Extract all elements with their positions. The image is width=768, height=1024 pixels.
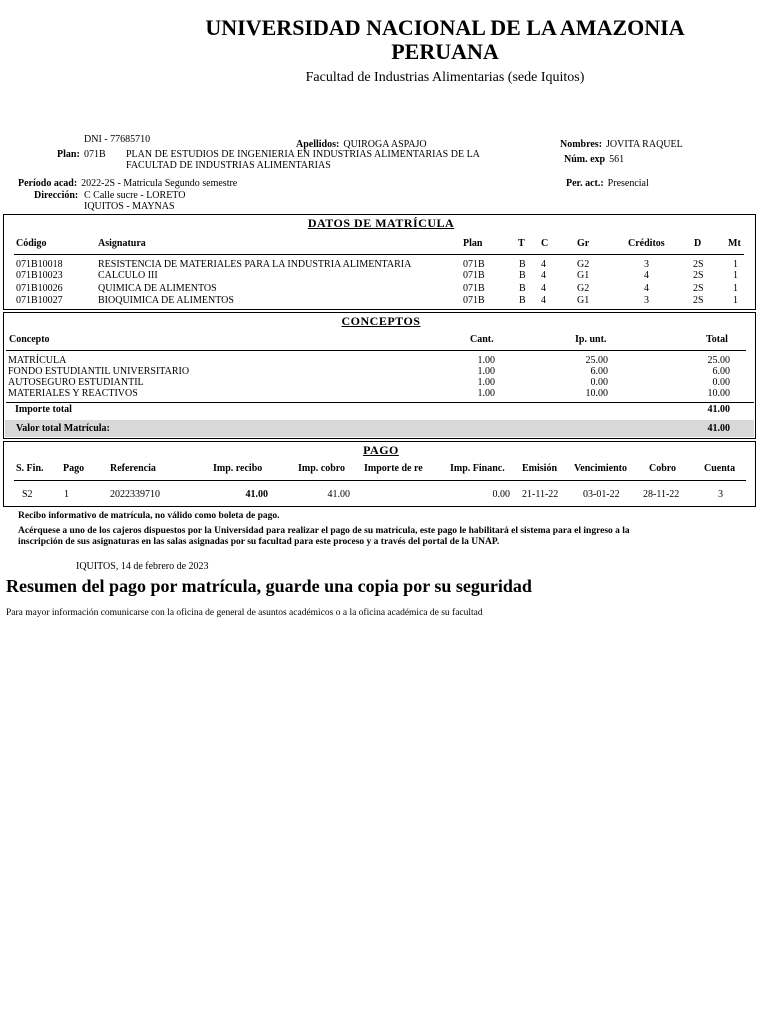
cell-cobro: 28-11-22	[643, 489, 680, 500]
faculty-subtitle: Facultad de Industrias Alimentarias (sede Iquitos)	[305, 70, 585, 85]
apellidos-value: QUIROGA ASPAJO	[343, 139, 427, 150]
cell-cant: 1.00	[477, 388, 495, 399]
matricula-title: DATOS DE MATRÍCULA	[307, 216, 455, 230]
conceptos-title: CONCEPTOS	[341, 314, 421, 328]
col-vencimiento: Vencimiento	[574, 463, 627, 474]
cell-d: 2S	[693, 259, 704, 270]
col-emision: Emisión	[522, 463, 558, 474]
cell-asignatura: CALCULO III	[98, 270, 158, 281]
cell-gr: G2	[577, 259, 590, 270]
col-imp-recibo: Imp. recibo	[213, 463, 263, 474]
valor-total-band	[5, 420, 754, 437]
matricula-header-rule	[14, 254, 744, 255]
cell-cant: 1.00	[477, 366, 495, 377]
plan-desc-line-1: PLAN DE ESTUDIOS DE INGENIERIA EN INDUSTRIAS ALIMENTARIAS DE LA	[126, 149, 480, 160]
university-title: UNIVERSIDAD NACIONAL DE LA AMAZONIA PERUANA	[205, 15, 685, 64]
cell-mt: 1	[733, 259, 738, 270]
note-cajeros-line-2: inscripción de sus asignaturas en las salas asignadas por su facultad para este proceso y a través del portal de la UNAP.	[18, 537, 500, 547]
pago-title: PAGO	[363, 443, 399, 457]
col-cuenta: Cuenta	[704, 463, 736, 474]
pago-header-rule	[14, 480, 746, 481]
num-exp-value: 561	[609, 154, 625, 165]
num-exp-field	[564, 149, 624, 167]
note-cajeros-line-1: Acérquese a uno de los cajeros dispuestos por la Universidad para realizar el pago de su matrícula, este pago le habilitará el sistema para el ingreso a la	[18, 526, 630, 536]
cell-plan: 071B	[463, 259, 485, 270]
col-total: Total	[706, 334, 728, 345]
cell-concepto: MATRÍCULA	[8, 355, 67, 366]
plan-description	[126, 149, 480, 171]
plan-label: Plan:	[57, 149, 80, 160]
summary-heading: Resumen del pago por matrícula, guarde una copia por su seguridad	[6, 576, 532, 596]
cell-concepto: FONDO ESTUDIANTIL UNIVERSITARIO	[8, 366, 190, 377]
cell-codigo: 071B10027	[16, 295, 63, 306]
cell-asignatura: QUIMICA DE ALIMENTOS	[98, 283, 217, 294]
periodo-label: Período acad:	[18, 178, 78, 189]
cell-concepto: MATERIALES Y REACTIVOS	[8, 388, 138, 399]
col-cobro: Cobro	[649, 463, 677, 474]
nombres-value: JOVITA RAQUEL	[606, 139, 683, 150]
cell-total: 6.00	[712, 366, 730, 377]
cell-t: B	[519, 295, 526, 306]
cell-c: 4	[541, 259, 546, 270]
importe-total-value: 41.00	[707, 404, 730, 415]
direccion-label: Dirección:	[34, 190, 79, 201]
col-ip-unt: Ip. unt.	[575, 334, 607, 345]
per-act-field	[566, 173, 649, 191]
cell-ip-unt: 25.00	[585, 355, 608, 366]
cell-referencia: 2022339710	[110, 489, 160, 500]
col-t: T	[518, 238, 525, 249]
col-s-fin: S. Fin.	[16, 463, 44, 474]
cell-codigo: 071B10018	[16, 259, 63, 270]
cell-d: 2S	[693, 283, 704, 294]
note-informativo: Recibo informativo de matrícula, no válido como boleta de pago.	[18, 511, 280, 521]
cell-s-fin: S2	[22, 489, 33, 500]
valor-total-label: Valor total Matrícula:	[16, 423, 110, 434]
dni: DNI - 77685710	[84, 134, 151, 145]
cell-c: 4	[541, 295, 546, 306]
col-gr: Gr	[577, 238, 590, 249]
cell-total: 0.00	[712, 377, 730, 388]
cell-asignatura: RESISTENCIA DE MATERIALES PARA LA INDUSTRIA ALIMENTARIA	[98, 259, 412, 270]
col-c: C	[541, 238, 549, 249]
cell-cant: 1.00	[477, 377, 495, 388]
col-referencia: Referencia	[110, 463, 156, 474]
cell-plan: 071B	[463, 295, 485, 306]
cell-ip-unt: 0.00	[590, 377, 608, 388]
cell-ip-unt: 10.00	[585, 388, 608, 399]
cell-d: 2S	[693, 295, 704, 306]
col-creditos: Créditos	[628, 238, 665, 249]
cell-vencimiento: 03-01-22	[583, 489, 620, 500]
cell-creditos: 4	[644, 283, 649, 294]
cell-asignatura: BIOQUIMICA DE ALIMENTOS	[98, 295, 234, 306]
periodo-field	[18, 173, 237, 191]
plan-desc-line-2: FACULTAD DE INDUSTRIAS ALIMENTARIAS	[126, 160, 331, 171]
col-codigo: Código	[16, 238, 47, 249]
cell-total: 25.00	[707, 355, 730, 366]
cell-mt: 1	[733, 283, 738, 294]
place-date: IQUITOS, 14 de febrero de 2023	[76, 561, 209, 572]
cell-total: 10.00	[707, 388, 730, 399]
cell-imp-recibo: 41.00	[245, 489, 268, 500]
importe-total-label: Importe total	[15, 404, 72, 415]
cell-concepto: AUTOSEGURO ESTUDIANTIL	[8, 377, 144, 388]
cell-creditos: 3	[644, 295, 649, 306]
cell-cant: 1.00	[477, 355, 495, 366]
cell-t: B	[519, 270, 526, 281]
per-act-label: Per. act.:	[566, 178, 604, 189]
nombres-label: Nombres:	[560, 139, 603, 150]
per-act-value: Presencial	[607, 178, 649, 189]
cell-mt: 1	[733, 295, 738, 306]
info-note: Para mayor información comunicarse con la oficina de general de asuntos académicos o a la oficina académica de su facultad	[6, 608, 483, 618]
col-pago: Pago	[63, 463, 85, 474]
cell-t: B	[519, 283, 526, 294]
cell-emision: 21-11-22	[522, 489, 559, 500]
cell-gr: G1	[577, 295, 590, 306]
cell-gr: G1	[577, 270, 590, 281]
cell-t: B	[519, 259, 526, 270]
cell-mt: 1	[733, 270, 738, 281]
col-mt: Mt	[728, 238, 741, 249]
conceptos-header-rule	[6, 350, 746, 351]
direccion-line-1: C Calle sucre - LORETO	[84, 190, 186, 201]
cell-imp-financ: 0.00	[492, 489, 510, 500]
direccion-value	[84, 190, 185, 212]
cell-gr: G2	[577, 283, 590, 294]
cell-codigo: 071B10026	[16, 283, 63, 294]
col-asignatura: Asignatura	[98, 238, 146, 249]
col-imp-cobro: Imp. cobro	[298, 463, 346, 474]
plan-code: 071B	[84, 149, 106, 160]
direccion-line-2: IQUITOS - MAYNAS	[84, 201, 175, 212]
col-cant: Cant.	[470, 334, 494, 345]
cell-creditos: 4	[644, 270, 649, 281]
periodo-value: 2022-2S - Matricula Segundo semestre	[81, 178, 238, 189]
cell-creditos: 3	[644, 259, 649, 270]
col-d: D	[694, 238, 702, 249]
cell-plan: 071B	[463, 270, 485, 281]
apellidos-label: Apellidos:	[296, 139, 340, 150]
cell-codigo: 071B10023	[16, 270, 63, 281]
cell-pago: 1	[64, 489, 69, 500]
cell-plan: 071B	[463, 283, 485, 294]
col-plan: Plan	[463, 238, 483, 249]
cell-imp-cobro: 41.00	[327, 489, 350, 500]
col-imp-financ: Imp. Financ.	[450, 463, 505, 474]
col-concepto: Concepto	[9, 334, 50, 345]
cell-c: 4	[541, 270, 546, 281]
note-cajeros	[18, 526, 630, 548]
conceptos-total-rule	[6, 402, 754, 403]
cell-c: 4	[541, 283, 546, 294]
col-importe-re: Importe de re	[364, 463, 423, 474]
cell-ip-unt: 6.00	[590, 366, 608, 377]
valor-total-value: 41.00	[707, 423, 730, 434]
cell-d: 2S	[693, 270, 704, 281]
cell-cuenta: 3	[718, 489, 723, 500]
num-exp-label: Núm. exp	[564, 154, 606, 165]
